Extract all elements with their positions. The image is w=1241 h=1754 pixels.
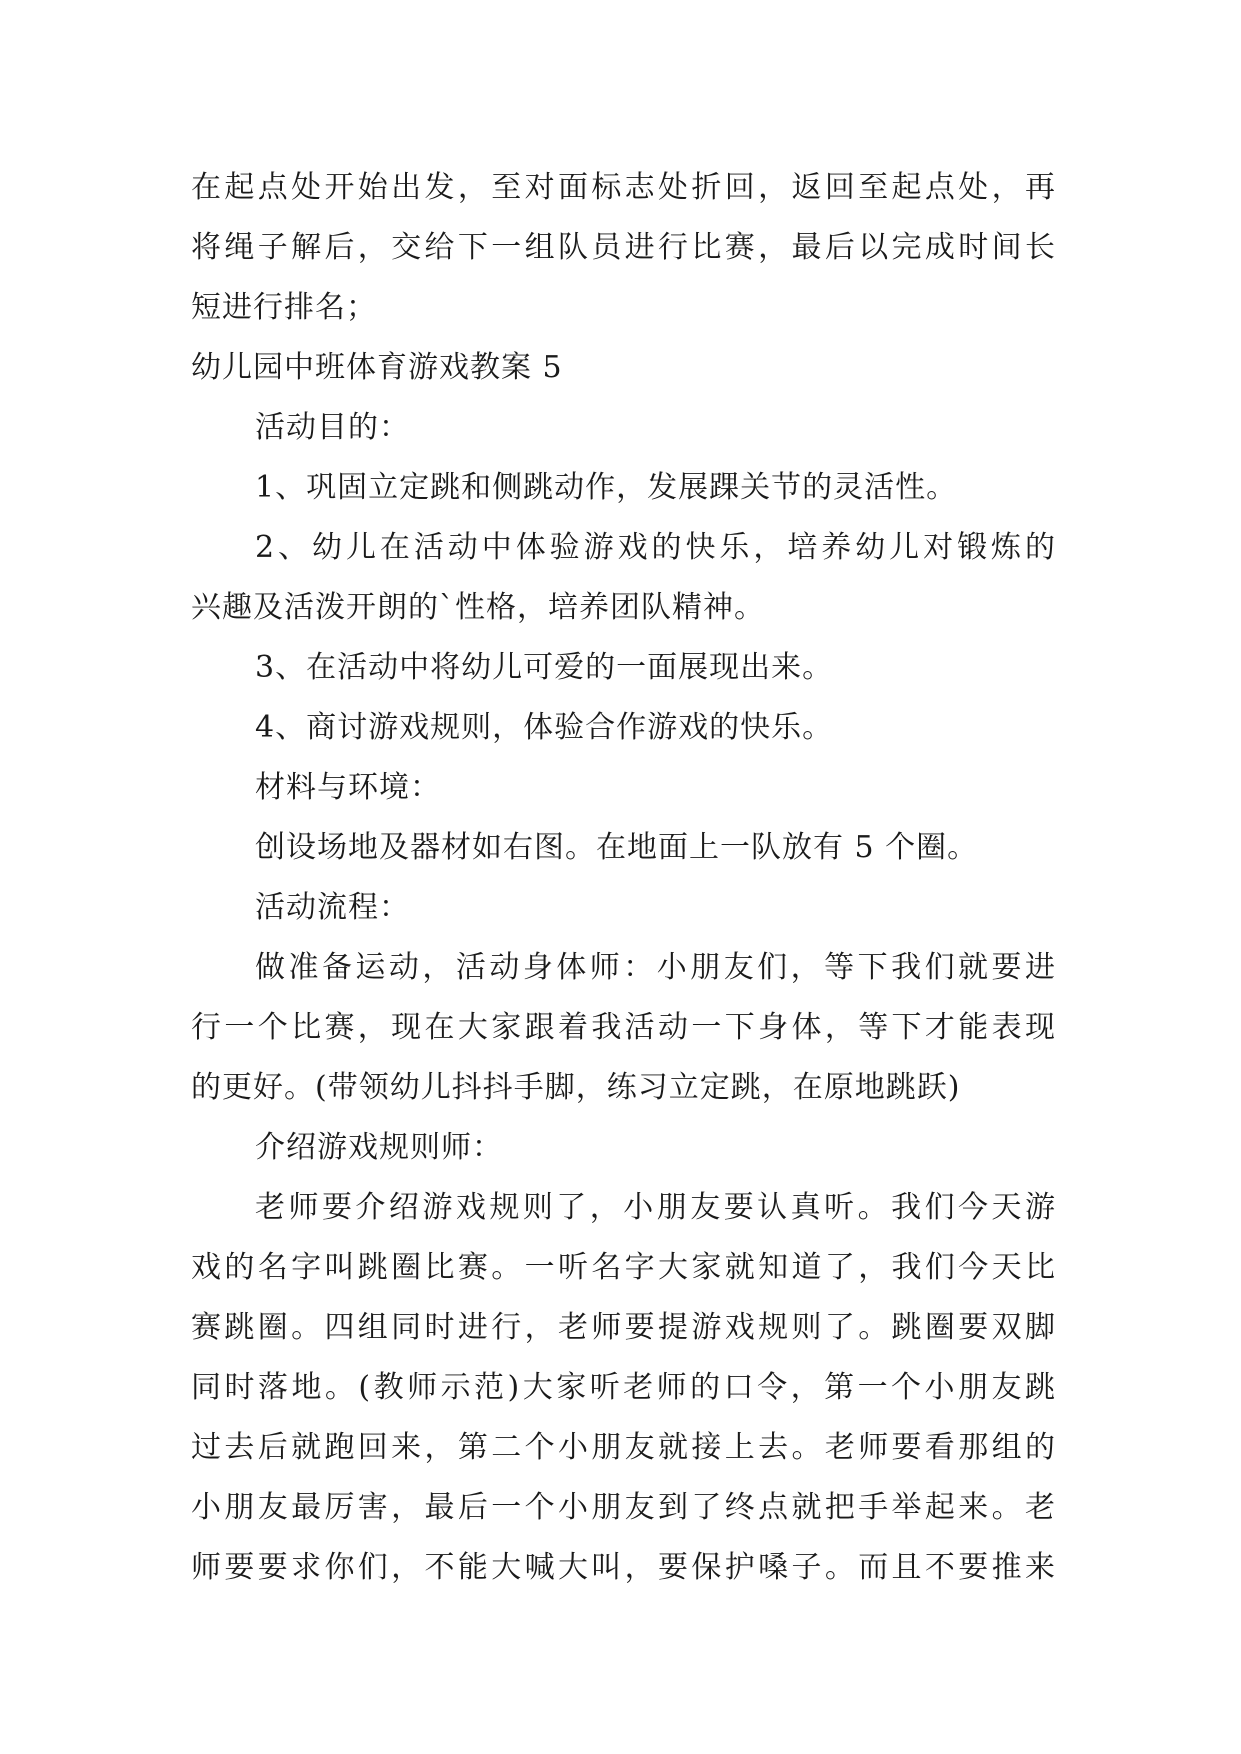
body-text-line: 兴趣及活泼开朗的`性格，培养团队精神。 (191, 590, 765, 625)
body-text-line: 将绳子解后，交给下一组队员进行比赛，最后以完成时间长 (191, 230, 1056, 265)
subheading-materials: 材料与环境： (255, 770, 441, 805)
list-item: 1、巩固立定跳和侧跳动作，发展踝关节的灵活性。 (255, 470, 958, 505)
body-text-line: 做准备运动，活动身体师：小朋友们，等下我们就要进 (255, 950, 1056, 985)
body-text-line: 赛跳圈。四组同时进行，老师要提游戏规则了。跳圈要双脚 (191, 1310, 1056, 1345)
subheading-activity-flow: 活动流程： (255, 890, 410, 925)
document-page (191, 158, 1056, 1598)
body-text-line: 同时落地。(教师示范)大家听老师的口令，第一个小朋友跳 (191, 1370, 1056, 1405)
body-text-line: 师要要求你们，不能大喊大叫，要保护嗓子。而且不要推来 (191, 1550, 1056, 1585)
body-text-line: 小朋友最厉害，最后一个小朋友到了终点就把手举起来。老 (191, 1490, 1056, 1525)
list-item: 3、在活动中将幼儿可爱的一面展现出来。 (255, 650, 834, 685)
list-item: 4、商讨游戏规则，体验合作游戏的快乐。 (255, 710, 834, 745)
list-item: 2、幼儿在活动中体验游戏的快乐，培养幼儿对锻炼的 (255, 530, 1056, 565)
section-heading: 幼儿园中班体育游戏教案 5 (191, 350, 563, 385)
body-text-line: 创设场地及器材如右图。在地面上一队放有 5 个圈。 (255, 830, 979, 865)
body-text-line: 的更好。(带领幼儿抖抖手脚，练习立定跳，在原地跳跃) (191, 1070, 961, 1105)
subheading-activity-goals: 活动目的： (255, 410, 410, 445)
body-text-line: 老师要介绍游戏规则了，小朋友要认真听。我们今天游 (255, 1190, 1056, 1225)
body-text-line: 行一个比赛，现在大家跟着我活动一下身体，等下才能表现 (191, 1010, 1056, 1045)
subheading-game-rules: 介绍游戏规则师： (255, 1130, 503, 1165)
body-text-line: 短进行排名； (191, 290, 377, 325)
body-text-line: 过去后就跑回来，第二个小朋友就接上去。老师要看那组的 (191, 1430, 1056, 1465)
body-text-line: 在起点处开始出发，至对面标志处折回，返回至起点处，再 (191, 170, 1056, 205)
body-text-line: 戏的名字叫跳圈比赛。一听名字大家就知道了，我们今天比 (191, 1250, 1056, 1285)
